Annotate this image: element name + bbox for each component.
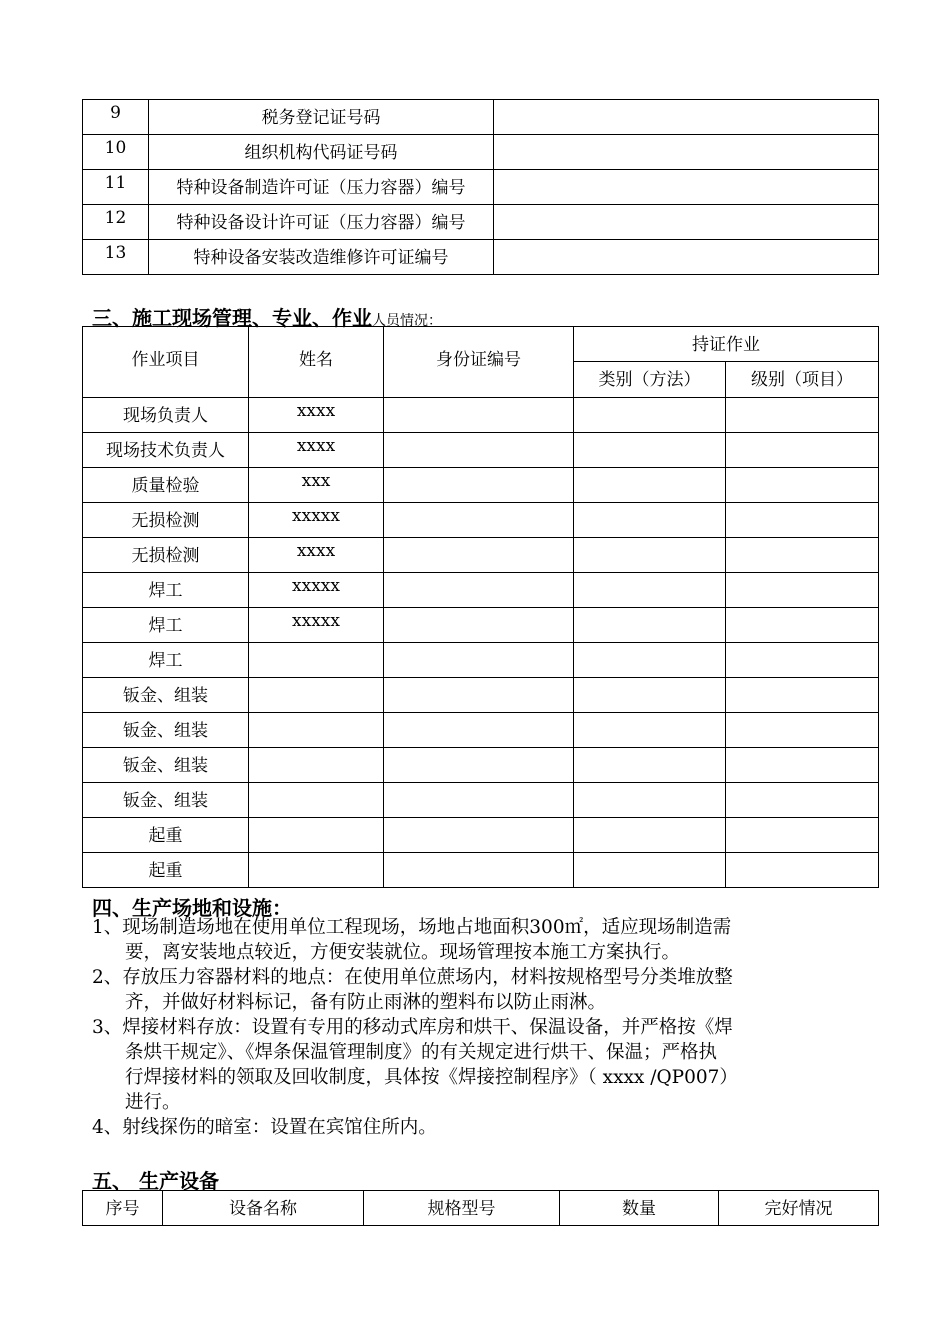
personnel-id-number: [384, 818, 574, 853]
personnel-table: [82, 326, 879, 888]
cert-cell-item: 特种设备安装改造维修许可证编号: [149, 240, 494, 275]
personnel-id-number: [384, 643, 574, 678]
table-row: [83, 608, 879, 643]
personnel-category: [574, 713, 726, 748]
personnel-id-number: [384, 398, 574, 433]
personnel-category: [574, 853, 726, 888]
equipment-header-model: 规格型号: [364, 1191, 560, 1226]
personnel-project: 现场技术负责人: [83, 433, 249, 468]
personnel-name: [249, 853, 384, 888]
personnel-id-number: [384, 433, 574, 468]
list-item-line: 齐，并做好材料标记，备有防止雨淋的塑料布以防止雨淋。: [125, 992, 607, 1013]
personnel-category: [574, 748, 726, 783]
cert-cell-no: 13: [83, 240, 149, 275]
list-item-line: 进行。: [125, 1092, 181, 1113]
personnel-id-number: [384, 853, 574, 888]
personnel-level: [726, 468, 879, 503]
personnel-id-number: [384, 678, 574, 713]
personnel-project: 质量检验: [83, 468, 249, 503]
personnel-level: [726, 783, 879, 818]
table-row: [83, 748, 879, 783]
table-row: [83, 538, 879, 573]
header-certified-work: 持证作业: [574, 327, 879, 362]
cert-cell-item: 特种设备制造许可证（压力容器）编号: [149, 170, 494, 205]
personnel-project: 钣金、组装: [83, 748, 249, 783]
list-item-line: 条烘干规定》、《焊条保温管理制度》的有关规定进行烘干、保温；严格执: [125, 1042, 718, 1063]
table-row: [83, 853, 879, 888]
section3-title-suffix: 人员情况：: [372, 313, 442, 329]
table-row: [83, 713, 879, 748]
section5-heading: 五、 生产设备: [92, 1169, 219, 1193]
personnel-category: [574, 468, 726, 503]
personnel-id-number: [384, 573, 574, 608]
table-row: [83, 170, 879, 205]
table-row: [83, 643, 879, 678]
table-row: [83, 468, 879, 503]
header-level: 级别（项目）: [726, 362, 879, 398]
personnel-id-number: [384, 608, 574, 643]
personnel-project: 无损检测: [83, 538, 249, 573]
personnel-project: 无损检测: [83, 503, 249, 538]
personnel-category: [574, 783, 726, 818]
list-item-line: 行焊接材料的领取及回收制度，具体按《焊接控制程序》（ xxxx /QP007）: [125, 1067, 738, 1088]
table-row: [83, 100, 879, 135]
personnel-level: [726, 643, 879, 678]
cert-cell-item: 特种设备设计许可证（压力容器）编号: [149, 205, 494, 240]
list-item: [92, 1115, 882, 1140]
cert-cell-no: 11: [83, 170, 149, 205]
personnel-name: xxx: [249, 468, 384, 503]
section3-title: 三、施工现场管理、专业、作业: [92, 306, 372, 330]
table-row: [83, 205, 879, 240]
cert-cell-value: [494, 240, 879, 275]
certificate-table: [82, 99, 879, 275]
cert-cell-value: [494, 170, 879, 205]
personnel-level: [726, 608, 879, 643]
equipment-table: [82, 1190, 879, 1226]
personnel-id-number: [384, 783, 574, 818]
personnel-id-number: [384, 503, 574, 538]
personnel-level: [726, 818, 879, 853]
personnel-project: 钣金、组装: [83, 783, 249, 818]
list-item: [92, 965, 882, 1015]
table-row: [83, 240, 879, 275]
personnel-name: xxxxx: [249, 503, 384, 538]
personnel-level: [726, 573, 879, 608]
equipment-header-quantity: 数量: [560, 1191, 719, 1226]
personnel-name: xxxx: [249, 398, 384, 433]
personnel-name: xxxx: [249, 538, 384, 573]
personnel-level: [726, 748, 879, 783]
personnel-category: [574, 573, 726, 608]
personnel-id-number: [384, 713, 574, 748]
cert-cell-no: 12: [83, 205, 149, 240]
personnel-id-number: [384, 538, 574, 573]
table-row: [83, 818, 879, 853]
header-name: 姓名: [249, 327, 384, 398]
table-row: [83, 135, 879, 170]
personnel-category: [574, 538, 726, 573]
list-item-line: 3、焊接材料存放：设置有专用的移动式库房和烘干、保温设备，并严格按《焊: [92, 1017, 733, 1038]
cert-cell-value: [494, 100, 879, 135]
list-item-line: 要，离安装地点较近，方便安装就位。现场管理按本施工方案执行。: [125, 942, 681, 963]
personnel-category: [574, 398, 726, 433]
personnel-project: 现场负责人: [83, 398, 249, 433]
cert-cell-value: [494, 205, 879, 240]
table-row: [83, 503, 879, 538]
personnel-category: [574, 818, 726, 853]
header-project: 作业项目: [83, 327, 249, 398]
equipment-header-name: 设备名称: [163, 1191, 364, 1226]
cert-cell-no: 9: [83, 100, 149, 135]
section4-heading: 四、生产场地和设施：: [92, 896, 292, 920]
personnel-level: [726, 503, 879, 538]
personnel-name: [249, 818, 384, 853]
table-row: [83, 678, 879, 713]
personnel-category: [574, 678, 726, 713]
equipment-header-row: [83, 1191, 879, 1226]
personnel-name: [249, 748, 384, 783]
table-row: [83, 398, 879, 433]
list-item: [92, 1015, 882, 1115]
personnel-category: [574, 643, 726, 678]
cert-cell-item: 税务登记证号码: [149, 100, 494, 135]
list-item: [92, 915, 882, 965]
personnel-category: [574, 608, 726, 643]
personnel-level: [726, 538, 879, 573]
table-row: [83, 783, 879, 818]
personnel-name: [249, 678, 384, 713]
personnel-project: 焊工: [83, 573, 249, 608]
personnel-name: xxxxx: [249, 608, 384, 643]
equipment-header-no: 序号: [83, 1191, 163, 1226]
personnel-name: [249, 643, 384, 678]
personnel-level: [726, 398, 879, 433]
section4-body: [92, 915, 882, 1140]
personnel-project: 焊工: [83, 608, 249, 643]
personnel-level: [726, 678, 879, 713]
equipment-header-condition: 完好情况: [719, 1191, 879, 1226]
personnel-project: 钣金、组装: [83, 713, 249, 748]
cert-cell-item: 组织机构代码证号码: [149, 135, 494, 170]
personnel-name: [249, 783, 384, 818]
personnel-name: [249, 713, 384, 748]
table-row: [83, 573, 879, 608]
list-item-line: 1、现场制造场地在使用单位工程现场，场地占地面积300㎡，适应现场制造需: [92, 917, 732, 938]
personnel-category: [574, 503, 726, 538]
cert-cell-no: 10: [83, 135, 149, 170]
list-item-line: 4、射线探伤的暗室：设置在宾馆住所内。: [92, 1117, 437, 1138]
personnel-project: 钣金、组装: [83, 678, 249, 713]
personnel-level: [726, 713, 879, 748]
cert-cell-value: [494, 135, 879, 170]
personnel-project: 焊工: [83, 643, 249, 678]
personnel-name: xxxxx: [249, 573, 384, 608]
personnel-id-number: [384, 748, 574, 783]
personnel-project: 起重: [83, 818, 249, 853]
personnel-project: 起重: [83, 853, 249, 888]
personnel-category: [574, 433, 726, 468]
header-category: 类别（方法）: [574, 362, 726, 398]
personnel-level: [726, 853, 879, 888]
personnel-id-number: [384, 468, 574, 503]
list-item-line: 2、存放压力容器材料的地点：在使用单位蔗场内，材料按规格型号分类堆放整: [92, 967, 733, 988]
personnel-level: [726, 433, 879, 468]
personnel-name: xxxx: [249, 433, 384, 468]
table-row: [83, 433, 879, 468]
header-id-number: 身份证编号: [384, 327, 574, 398]
